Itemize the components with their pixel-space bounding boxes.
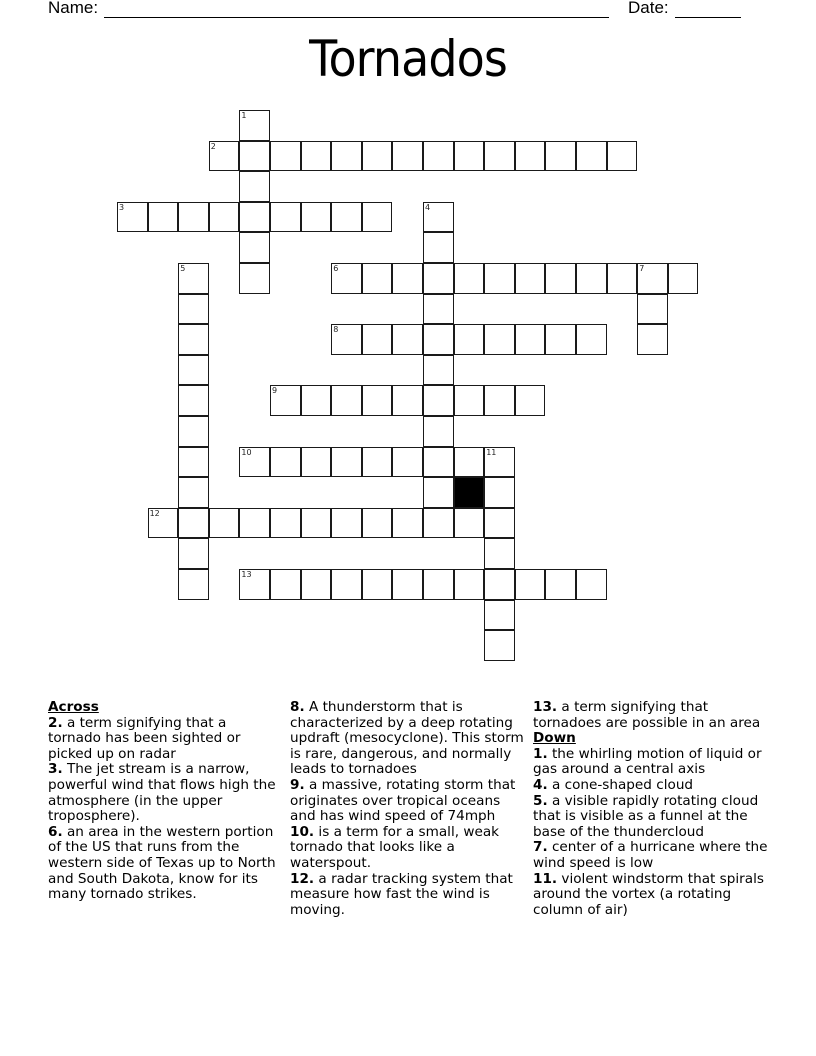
clue-text: a radar tracking system that measure how fast the wind is moving. xyxy=(290,870,513,918)
grid-cell[interactable] xyxy=(270,141,301,172)
grid-cell[interactable] xyxy=(178,447,209,478)
clue-down-7 xyxy=(533,840,773,871)
grid-cell[interactable] xyxy=(515,569,546,600)
clue-number: 12. xyxy=(290,870,315,887)
clue-across-13 xyxy=(533,700,773,731)
grid-cell[interactable] xyxy=(637,294,668,325)
grid-cell[interactable] xyxy=(515,385,546,416)
clue-text: an area in the western portion of the US that runs from the western side of Texas up to North and South Dakota, know for its many tornado strikes. xyxy=(48,823,276,903)
grid-cell[interactable] xyxy=(301,141,332,172)
grid-cell[interactable] xyxy=(178,416,209,447)
clue-number: 10. xyxy=(290,823,315,840)
grid-cell[interactable] xyxy=(484,477,515,508)
clue-number-label: 1 xyxy=(241,111,247,120)
clues-column-1 xyxy=(48,700,280,903)
grid-cell[interactable] xyxy=(270,202,301,233)
grid-cell[interactable] xyxy=(270,569,301,600)
clue-number-label: 7 xyxy=(639,264,645,273)
grid-cell[interactable] xyxy=(178,385,209,416)
grid-cell[interactable] xyxy=(423,355,454,386)
grid-cell[interactable] xyxy=(484,263,515,294)
grid-cell[interactable] xyxy=(484,630,515,661)
clue-text: The jet stream is a narrow, powerful wind that flows high the atmosphere (in the upper troposphere). xyxy=(48,761,276,825)
clue-text: the whirling motion of liquid or gas around a central axis xyxy=(533,745,762,778)
grid-cell[interactable] xyxy=(117,202,148,233)
grid-cell[interactable] xyxy=(454,324,485,355)
clue-down-1 xyxy=(533,747,773,778)
grid-cell[interactable] xyxy=(178,324,209,355)
grid-cell[interactable] xyxy=(454,385,485,416)
grid-cell[interactable] xyxy=(607,263,638,294)
clue-number: 7. xyxy=(533,839,548,856)
grid-cell[interactable] xyxy=(239,232,270,263)
grid-cell[interactable] xyxy=(301,569,332,600)
grid-cell[interactable] xyxy=(178,569,209,600)
grid-cell[interactable] xyxy=(576,263,607,294)
grid-cell[interactable] xyxy=(148,508,179,539)
page-title: Tornados xyxy=(309,30,507,88)
grid-cell[interactable] xyxy=(454,569,485,600)
grid-cell[interactable] xyxy=(301,202,332,233)
grid-cell[interactable] xyxy=(239,202,270,233)
grid-cell[interactable] xyxy=(454,508,485,539)
grid-cell[interactable] xyxy=(515,324,546,355)
clue-text: A thunderstorm that is characterized by a deep rotating updraft (mesocyclone). This storm is rare, dangerous, and normally leads to tornadoes xyxy=(290,699,524,778)
grid-cell[interactable] xyxy=(239,508,270,539)
clue-number: 9. xyxy=(290,776,305,793)
grid-cell[interactable] xyxy=(637,324,668,355)
clue-down-5 xyxy=(533,794,773,841)
grid-cell[interactable] xyxy=(423,447,454,478)
grid-cell[interactable] xyxy=(484,385,515,416)
grid-cell[interactable] xyxy=(362,508,393,539)
grid-cell[interactable] xyxy=(545,263,576,294)
clue-across-10 xyxy=(290,825,528,872)
grid-cell[interactable] xyxy=(331,202,362,233)
grid-cell[interactable] xyxy=(484,508,515,539)
grid-cell[interactable] xyxy=(362,263,393,294)
clue-down-11 xyxy=(533,872,773,919)
grid-cell[interactable] xyxy=(454,447,485,478)
clue-across-2 xyxy=(48,716,280,763)
name-label: Name: xyxy=(48,0,99,17)
grid-cell[interactable] xyxy=(301,447,332,478)
clue-number: 11. xyxy=(533,870,558,887)
clue-across-3 xyxy=(48,762,280,824)
grid-cell[interactable] xyxy=(484,324,515,355)
clue-number-label: 9 xyxy=(272,386,278,396)
grid-cell[interactable] xyxy=(484,569,515,600)
grid-cell[interactable] xyxy=(392,385,423,416)
grid-cell[interactable] xyxy=(423,294,454,325)
grid-cell[interactable] xyxy=(576,324,607,355)
grid-cell[interactable] xyxy=(423,324,454,355)
grid-cell[interactable] xyxy=(484,600,515,631)
grid-cell[interactable] xyxy=(392,263,423,294)
grid-cell[interactable] xyxy=(178,263,209,294)
clue-number: 1. xyxy=(533,745,548,762)
clue-number: 5. xyxy=(533,792,548,809)
grid-cell[interactable] xyxy=(392,508,423,539)
grid-cell[interactable] xyxy=(178,355,209,386)
grid-cell[interactable] xyxy=(331,508,362,539)
grid-cell[interactable] xyxy=(239,171,270,202)
clue-number-label: 11 xyxy=(486,447,497,457)
grid-cell[interactable] xyxy=(362,447,393,478)
grid-cell[interactable] xyxy=(148,202,179,233)
clue-number-label: 4 xyxy=(425,202,431,212)
clue-number-label: 6 xyxy=(333,264,339,273)
grid-cell[interactable] xyxy=(178,477,209,508)
grid-cell[interactable] xyxy=(178,294,209,325)
grid-cell[interactable] xyxy=(392,569,423,600)
grid-cell[interactable] xyxy=(423,263,454,294)
grid-cell[interactable] xyxy=(423,232,454,263)
clue-down-4 xyxy=(533,778,773,794)
clue-text: a cone-shaped cloud xyxy=(551,776,694,793)
grid-cell[interactable] xyxy=(576,569,607,600)
clue-number-label: 3 xyxy=(119,202,125,212)
grid-cell[interactable] xyxy=(423,508,454,539)
grid-cell[interactable] xyxy=(392,141,423,172)
clue-number-label: 10 xyxy=(241,447,252,457)
grid-cell[interactable] xyxy=(209,141,240,172)
clue-across-6 xyxy=(48,825,280,903)
grid-cell[interactable] xyxy=(239,569,270,600)
grid-cell[interactable] xyxy=(454,141,485,172)
grid-cell[interactable] xyxy=(362,141,393,172)
grid-cell[interactable] xyxy=(362,569,393,600)
clue-number-label: 13 xyxy=(241,570,252,579)
grid-cell[interactable] xyxy=(362,385,393,416)
grid-cell[interactable] xyxy=(423,477,454,508)
grid-cell[interactable] xyxy=(454,263,485,294)
grid-cell[interactable] xyxy=(576,141,607,172)
clue-across-12 xyxy=(290,872,528,919)
clue-number-label: 2 xyxy=(210,141,216,151)
grid-cell[interactable] xyxy=(423,202,454,233)
grid-cell[interactable] xyxy=(392,324,423,355)
grid-cell[interactable] xyxy=(423,569,454,600)
clue-number-label: 8 xyxy=(333,325,339,335)
clue-number: 8. xyxy=(290,699,305,715)
grid-cell[interactable] xyxy=(484,538,515,569)
clue-text: a term signifying that tornadoes are possible in an area xyxy=(533,699,761,731)
grid-cell[interactable] xyxy=(484,141,515,172)
clue-number: 6. xyxy=(48,823,63,840)
clue-number: 2. xyxy=(48,714,63,731)
grid-cell[interactable] xyxy=(423,141,454,172)
grid-cell[interactable] xyxy=(209,202,240,233)
across-heading: Across xyxy=(48,699,99,715)
grid-cell[interactable] xyxy=(637,263,668,294)
clue-number: 13. xyxy=(533,699,558,715)
grid-cell[interactable] xyxy=(331,447,362,478)
grid-cell[interactable] xyxy=(178,508,209,539)
grid-cell[interactable] xyxy=(392,447,423,478)
clues-column-3 xyxy=(533,700,773,918)
grid-cell[interactable] xyxy=(270,447,301,478)
clue-text: violent windstorm that spirals around the vortex (a rotating column of air) xyxy=(533,870,764,918)
clue-text: a term signifying that a tornado has been sighted or picked up on radar xyxy=(48,714,241,762)
grid-cell[interactable] xyxy=(545,569,576,600)
clue-text: a massive, rotating storm that originates over tropical oceans and has wind speed of 74mph xyxy=(290,776,516,825)
clue-text: center of a hurricane where the wind speed is low xyxy=(533,839,768,871)
grid-cell[interactable] xyxy=(515,141,546,172)
grid-cell[interactable] xyxy=(515,263,546,294)
clue-across-9 xyxy=(290,778,528,825)
grid-cell[interactable] xyxy=(331,263,362,294)
grid-cell[interactable] xyxy=(423,416,454,447)
date-label: Date: xyxy=(628,0,669,17)
clue-text: is a term for a small, weak tornado that looks like a waterspout. xyxy=(290,823,500,871)
grid-cell[interactable] xyxy=(668,263,699,294)
clues-column-2 xyxy=(290,700,528,918)
grid-cell[interactable] xyxy=(301,508,332,539)
grid-cell[interactable] xyxy=(270,385,301,416)
clue-number-label: 5 xyxy=(180,264,186,273)
grid-cell[interactable] xyxy=(362,324,393,355)
black-cell xyxy=(454,477,485,508)
grid-cell[interactable] xyxy=(331,141,362,172)
grid-cell[interactable] xyxy=(484,447,515,478)
clue-number-label: 12 xyxy=(149,508,160,518)
grid-cell[interactable] xyxy=(239,110,270,141)
grid-cell[interactable] xyxy=(178,202,209,233)
grid-cell[interactable] xyxy=(239,141,270,172)
grid-cell[interactable] xyxy=(607,141,638,172)
clue-text: a visible rapidly rotating cloud that is visible as a funnel at the base of the thundercloud xyxy=(533,792,759,840)
grid-cell[interactable] xyxy=(331,385,362,416)
clue-number: 4. xyxy=(533,776,548,793)
grid-cell[interactable] xyxy=(423,385,454,416)
grid-cell[interactable] xyxy=(270,508,301,539)
grid-cell[interactable] xyxy=(178,538,209,569)
down-heading: Down xyxy=(533,730,576,747)
grid-cell[interactable] xyxy=(331,324,362,355)
grid-cell[interactable] xyxy=(331,569,362,600)
grid-cell[interactable] xyxy=(545,324,576,355)
grid-cell[interactable] xyxy=(209,508,240,539)
grid-cell[interactable] xyxy=(362,202,393,233)
grid-cell[interactable] xyxy=(545,141,576,172)
clue-number: 3. xyxy=(48,761,63,778)
grid-cell[interactable] xyxy=(239,447,270,478)
grid-cell[interactable] xyxy=(239,263,270,294)
clue-across-8 xyxy=(290,700,528,778)
grid-cell[interactable] xyxy=(301,385,332,416)
